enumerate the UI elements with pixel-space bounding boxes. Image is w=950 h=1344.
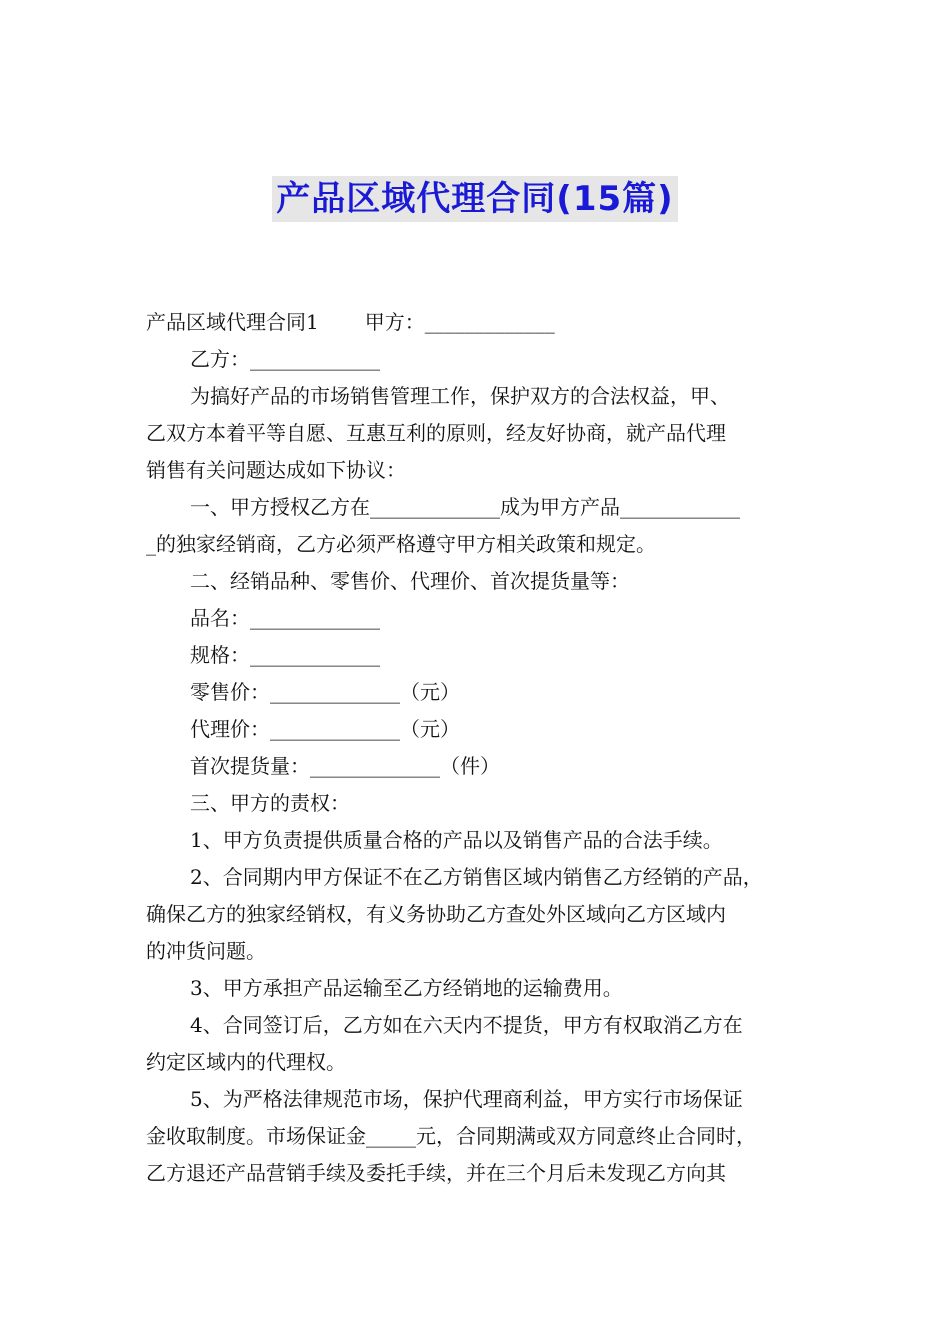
contract-body <box>146 304 814 1192</box>
party-a-field: 甲方：_____________ <box>364 310 555 334</box>
list-item-line: 3、甲方承担产品运输至乙方经销地的运输费用。 <box>190 976 623 1000</box>
clause-one-line: 一、甲方授权乙方在_____________成为甲方产品____________ <box>190 495 740 519</box>
clause-two-heading: 二、经销品种、零售价、代理价、首次提货量等： <box>190 569 630 593</box>
agent-price-field: 代理价：_____________（元） <box>190 717 460 741</box>
product-name-field: 品名：_____________ <box>190 606 380 630</box>
list-item-line: 2、合同期内甲方保证不在乙方销售区域内销售乙方经销的产品， <box>190 865 763 889</box>
list-item-line: 乙方退还产品营销手续及委托手续，并在三个月后未发现乙方向其 <box>146 1161 726 1185</box>
title-container <box>0 176 950 222</box>
list-item-line: 约定区域内的代理权。 <box>146 1050 346 1074</box>
specification-field: 规格：_____________ <box>190 643 380 667</box>
paragraph-line: 销售有关问题达成如下协议： <box>146 458 406 482</box>
party-b-field: 乙方：_____________ <box>190 347 380 371</box>
list-item-line: 确保乙方的独家经销权，有义务协助乙方查处外区域向乙方区域内 <box>146 902 726 926</box>
list-item-line: 的冲货问题。 <box>146 939 266 963</box>
clause-three-heading: 三、甲方的责权： <box>190 791 350 815</box>
clause-one-line: _的独家经销商，乙方必须严格遵守甲方相关政策和规定。 <box>146 532 656 556</box>
paragraph-line: 乙双方本着平等自愿、互惠互利的原则，经友好协商，就产品代理 <box>146 421 726 445</box>
retail-price-field: 零售价：_____________（元） <box>190 680 460 704</box>
list-item-line: 1、甲方负责提供质量合格的产品以及销售产品的合法手续。 <box>190 828 723 852</box>
paragraph-line: 为搞好产品的市场销售管理工作，保护双方的合法权益，甲、 <box>190 384 730 408</box>
list-item-line: 5、为严格法律规范市场，保护代理商利益，甲方实行市场保证 <box>190 1087 743 1111</box>
document-title: 产品区域代理合同(15篇) <box>272 176 677 222</box>
list-item-line: 金收取制度。市场保证金_____元，合同期满或双方同意终止合同时， <box>146 1124 756 1148</box>
contract-heading-line <box>146 304 814 341</box>
list-item-line: 4、合同签订后，乙方如在六天内不提货，甲方有权取消乙方在 <box>190 1013 743 1037</box>
first-order-quantity-field: 首次提货量：_____________（件） <box>190 754 500 778</box>
contract-number-label: 产品区域代理合同1 <box>146 310 319 334</box>
